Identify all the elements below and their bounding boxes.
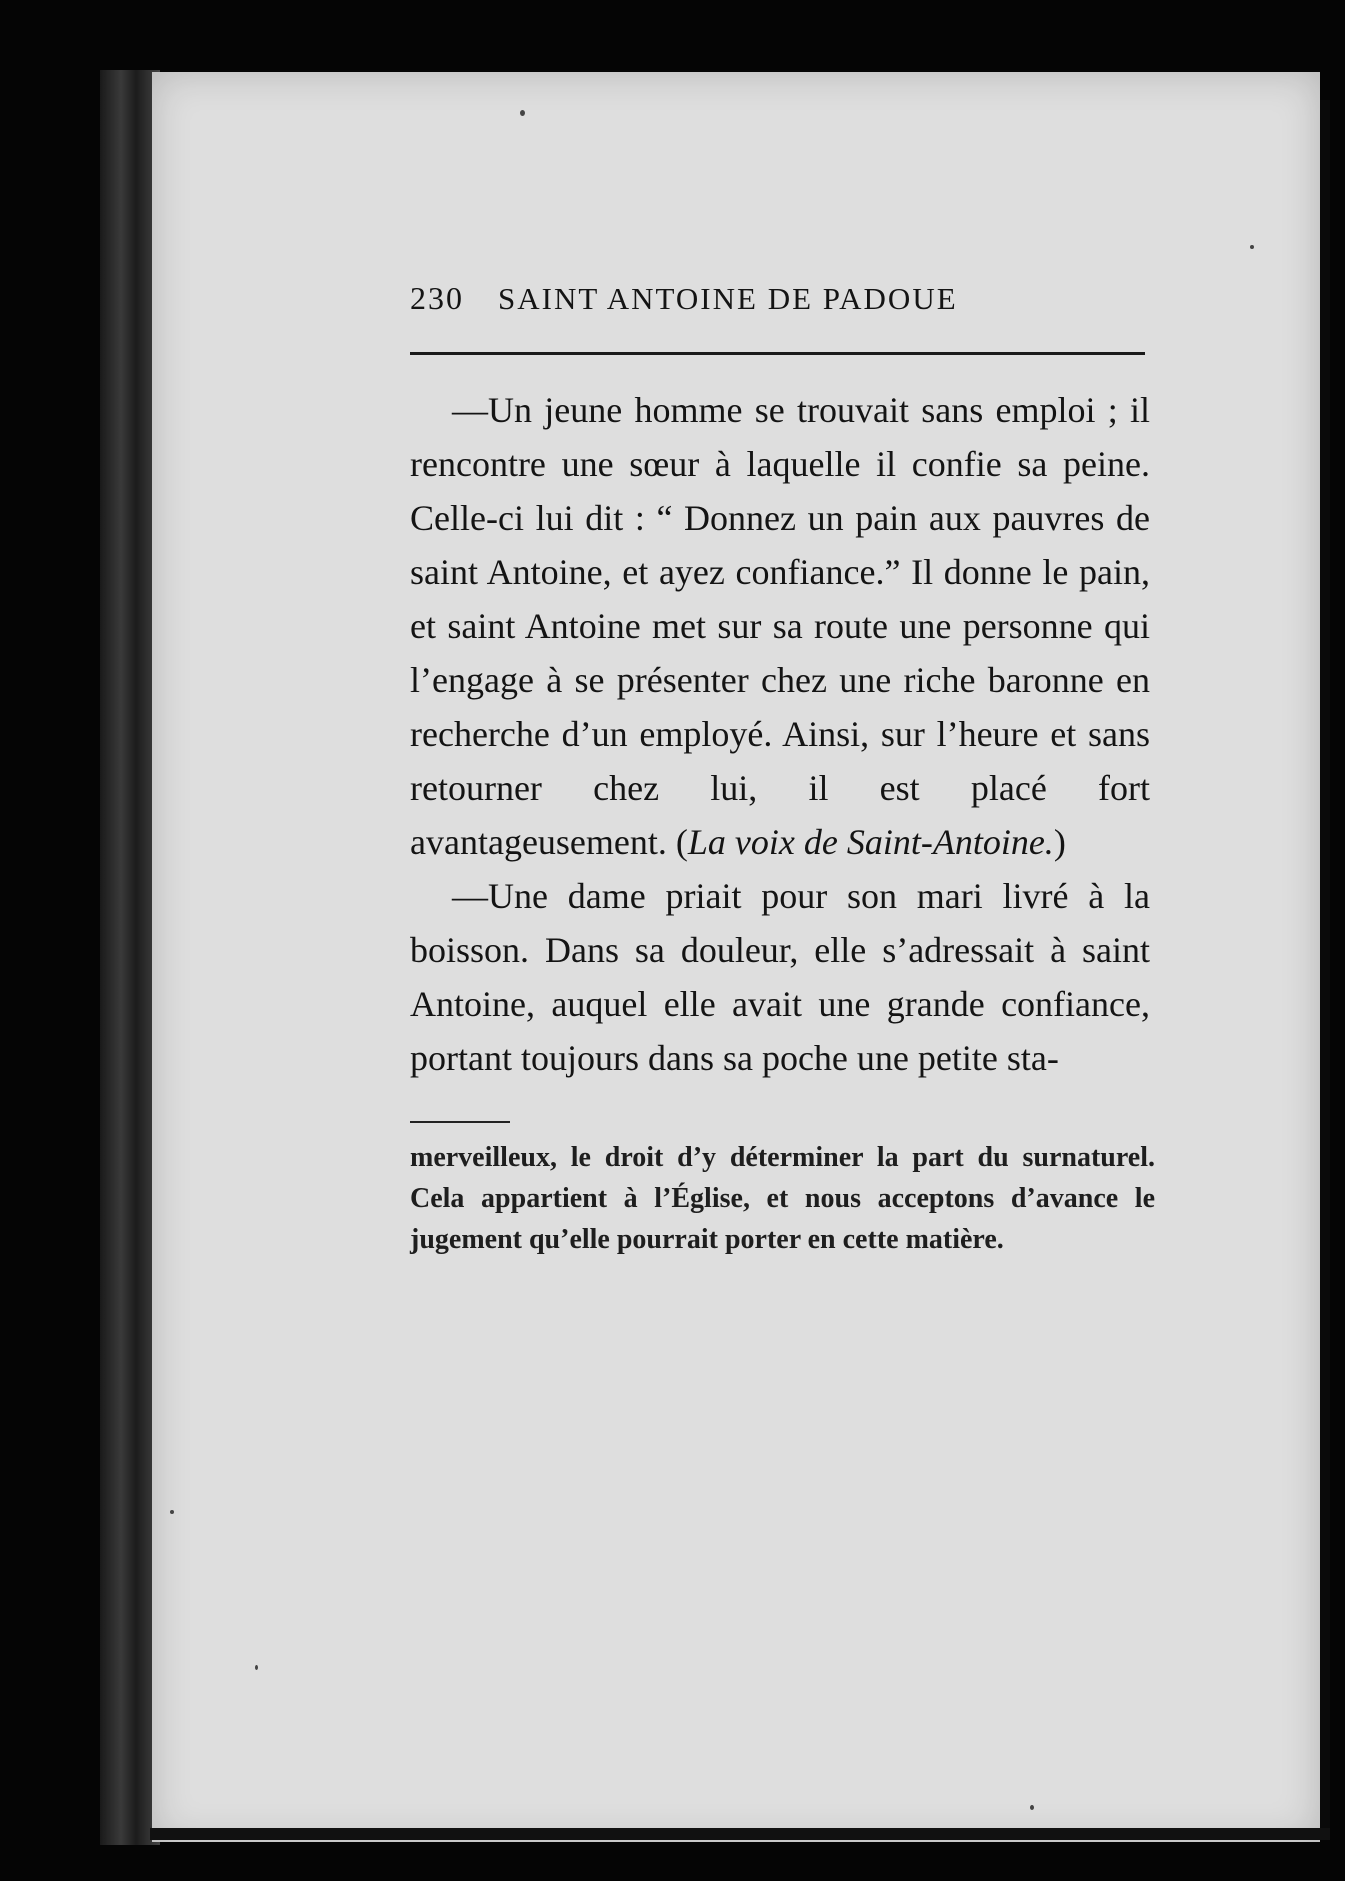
scan-speck (170, 1510, 174, 1514)
scan-speck (1250, 245, 1254, 249)
paragraph-1 (410, 383, 1150, 869)
paragraph-1-text: —Un jeune homme se trouvait sans emploi ; il rencontre une sœur à laquelle il confie sa peine. Celle-ci lui dit : “ Donnez un pain aux pauvres de saint Antoine, et ayez confiance.” Il donne le pain, et saint Antoine met sur sa route une personne qui l’engage à se présenter chez une riche baronne en recherche d’un employé. Ainsi, sur l’heure et sans retourner chez lui, il est placé fort avantageusement. ( (410, 390, 1150, 862)
page-content (410, 280, 1155, 1260)
running-title: SAINT ANTOINE DE PADOUE (498, 281, 958, 316)
paragraph-2: —Une dame priait pour son mari livré à la boisson. Dans sa douleur, elle s’adressait à saint Antoine, auquel elle avait une grande confiance, portant toujours dans sa poche une petite sta- (410, 876, 1150, 1078)
running-head (410, 280, 1150, 328)
page-bottom-shadow (150, 1828, 1330, 1840)
header-rule (410, 352, 1145, 355)
scan-speck (520, 110, 525, 116)
footnote: merveilleux, le droit d’y déterminer la part du surnaturel. Cela appartient à l’Église, et nous acceptons d’avance le jugement qu’elle pourrait porter en cette matière. (410, 1142, 1155, 1255)
page-number: 230 (410, 280, 464, 316)
book-spine-edge (100, 70, 160, 1845)
citation-close: ) (1053, 822, 1066, 862)
scan-speck (255, 1665, 258, 1670)
scan-speck (1030, 1805, 1034, 1810)
page-right-shadow (1320, 100, 1330, 1840)
footnote-rule (410, 1121, 510, 1123)
citation: La voix de Saint-Antoine. (687, 822, 1054, 862)
